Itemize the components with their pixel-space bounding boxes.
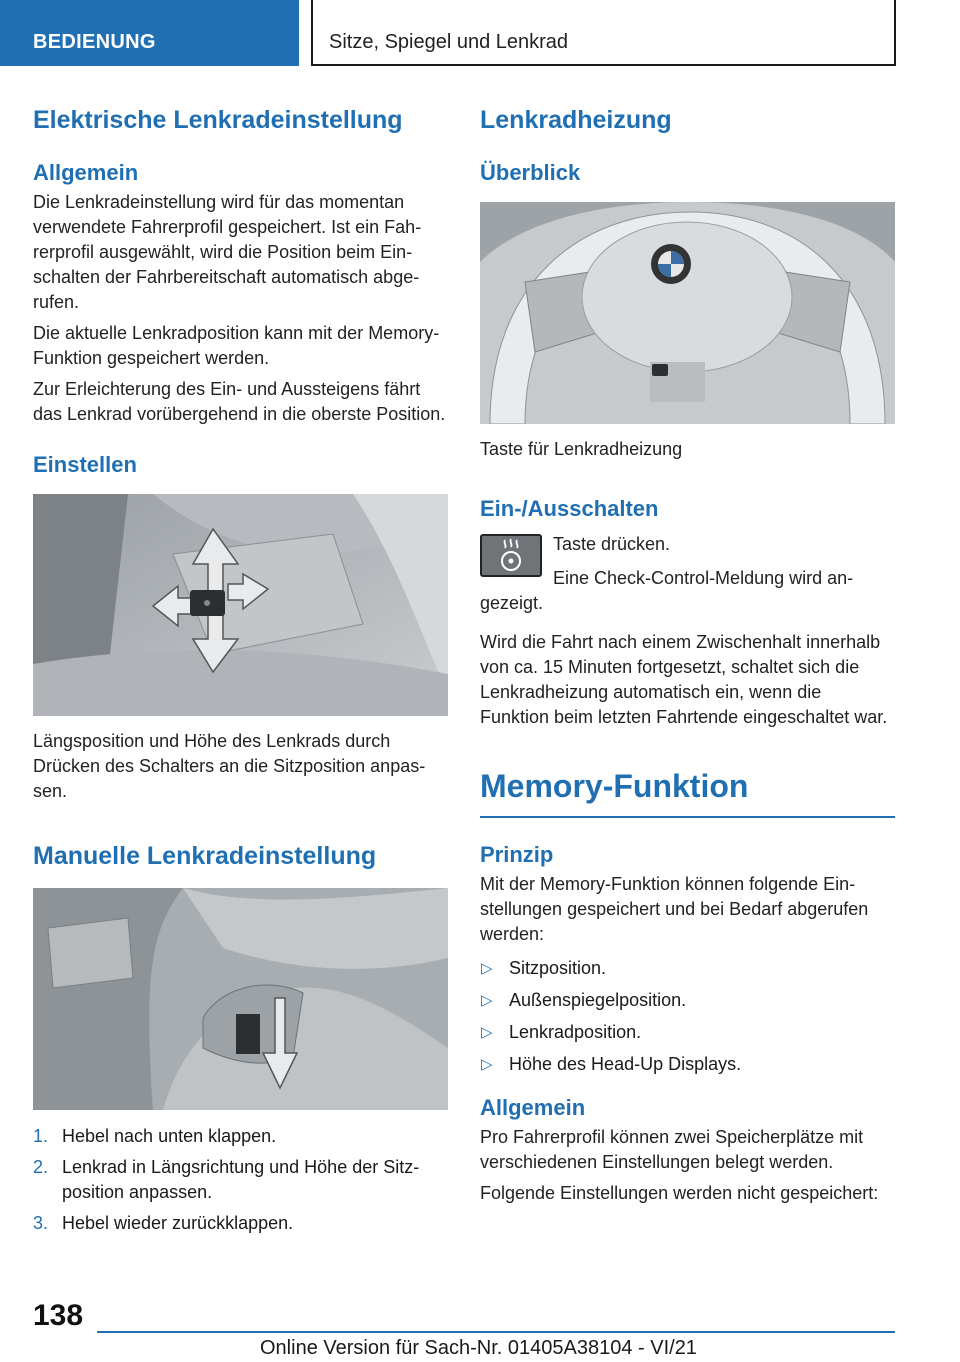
list-item [480,1020,895,1045]
bullet-text: Höhe des Head-Up Displays. [509,1054,742,1074]
left-column [33,100,448,1242]
steering-adjust-switch-image [33,494,448,716]
bullet-text: Außenspiegelposition. [509,990,687,1010]
step-number: 3. [33,1213,49,1233]
memory-bullets-list [480,956,895,1077]
onoff-text-1: Taste drücken. [553,534,671,554]
manual-steps-list [33,1124,448,1236]
section-title-electric-steering: Elektrische Lenkradeinstellung [33,106,403,134]
heading-overview: Überblick [480,160,581,185]
chapter-title-memory: Memory-Funktion [480,766,895,818]
section-title-manual-steering: Manuelle Lenkradeinstellung [33,842,377,870]
onoff-text-2-content: Eine Check-Control-Meldung wird angezeigt. [480,568,854,613]
general-paragraph-1: Die Lenkradeinstellung wird für das momentan verwendete Fahrerprofil gespeichert. Ist ein Fahrerprofil ausgewählt, wird die Position beim Einschalten der Fahrbereitschaft automatisch abgerufen. [33,192,422,312]
footer-divider [97,1331,895,1333]
heating-button-row [480,532,895,582]
step-number: 1. [33,1126,49,1146]
triangle-bullet-icon: ▷ [481,992,493,1009]
footer-online-version: Online Version für Sach-Nr. 01405A38104 - VI/21 [260,1337,697,1359]
heading-principle: Prinzip [480,842,554,867]
memory-general-paragraph-1: Pro Fahrerprofil können zwei Speicherplätze mit verschiedenen Einstellungen belegt werden. [480,1127,864,1172]
step-text: Hebel wieder zurückklappen. [62,1213,294,1233]
memory-general-paragraph-2: Folgende Einstellungen werden nicht gespeichert: [480,1183,879,1203]
heading-adjust: Einstellen [33,452,137,477]
section-tab: BEDIENUNG [0,0,299,66]
list-item [480,956,895,981]
section-title-steering-heating: Lenkradheizung [480,106,672,134]
manual-lever-image [33,888,448,1110]
list-item [480,1052,895,1077]
page-number: 138 [33,1299,84,1332]
step-text: Lenkrad in Längsrichtung und Höhe der Sitzposition anpassen. [62,1157,420,1202]
list-item [33,1211,448,1236]
chapter-title: Sitze, Spiegel und Lenkrad [311,0,896,66]
right-column [480,100,895,1206]
step-number: 2. [33,1157,49,1177]
triangle-bullet-icon: ▷ [481,1056,493,1073]
heading-general-memory: Allgemein [480,1095,586,1120]
list-item [33,1155,448,1205]
onoff-text-3: Wird die Fahrt nach einem Zwischenhalt innerhalb von ca. 15 Minuten fortgesetzt, schaltet sich die Lenkradheizung automatisch ein, wenn die Funktion beim letzten Fahrtende eingeschaltet war. [480,632,888,727]
triangle-bullet-icon: ▷ [481,1024,493,1041]
adjust-caption: Längsposition und Höhe des Lenkrads durch Drücken des Schalters an die Sitzposition anpassen. [33,731,426,801]
general-paragraph-3: Zur Erleichterung des Ein- und Aussteigens fährt das Lenkrad vorübergehend in die oberste Position. [33,379,446,424]
heading-on-off: Ein-/Ausschalten [480,496,659,521]
steering-heating-icon [480,534,542,577]
heading-general: Allgemein [33,160,139,185]
list-item [33,1124,448,1149]
bullet-text: Sitzposition. [509,958,607,978]
principle-paragraph: Mit der Memory-Funktion können folgende Einstellungen gespeichert und bei Bedarf abgerufen werden: [480,874,869,944]
step-text: Hebel nach unten klappen. [62,1126,277,1146]
general-paragraph-2: Die aktuelle Lenkradposition kann mit der Memory-Funktion gespeichert werden. [33,323,440,368]
bullet-text: Lenkradposition. [509,1022,642,1042]
triangle-bullet-icon: ▷ [481,960,493,977]
steering-wheel-image [480,202,895,424]
list-item [480,988,895,1013]
overview-caption: Taste für Lenkradheizung [480,439,683,459]
